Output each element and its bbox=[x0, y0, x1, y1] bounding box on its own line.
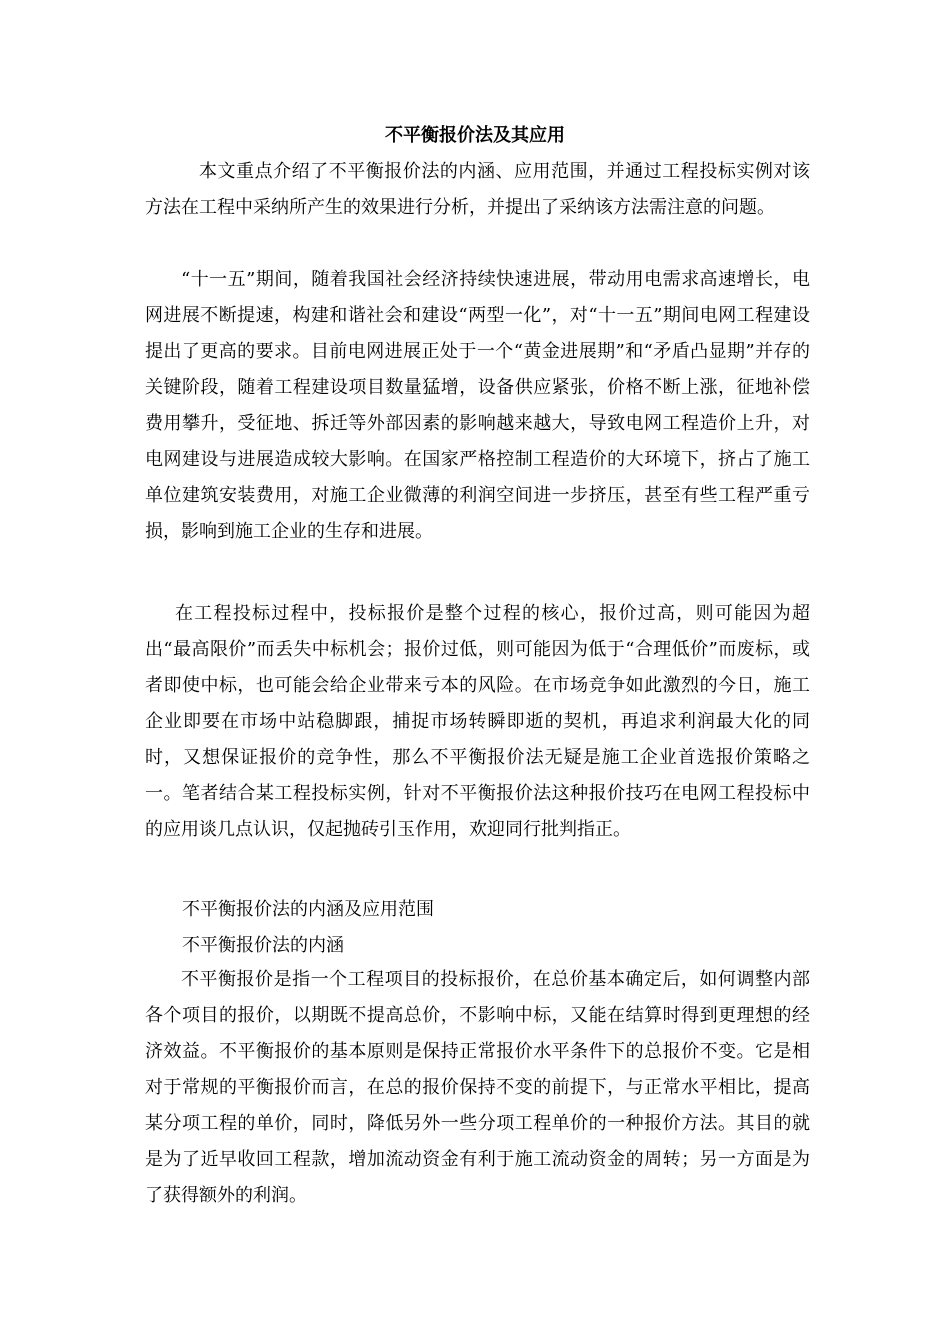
subsection-heading: 不平衡报价法的内涵 bbox=[182, 935, 344, 956]
body-paragraph: “十一五”期间，随着我国社会经济持续快速进展，带动用电需求高速增长，电网进展不断提速，构建和谐社会和建设“两型一化”，对“十一五”期间电网工程建设提出了更高的要求。目前电网进展正处于一个“黄金进展期”和“矛盾凸显期”并存的关键阶段，随着工程建设项目数量猛增，设备供应紧张，价格不断上涨，征地补偿费用攀升，受征地、拆迁等外部因素的影响越来越大，导致电网工程造价上升，对电网建设与进展造成较大影响。在国家严格控制工程造价的大环境下，挤占了施工单位建筑安装费用，对施工企业微薄的利润空间进一步挤压，甚至有些工程严重亏损，影响到施工企业的生存和进展。 bbox=[145, 269, 810, 542]
body-paragraph: 不平衡报价是指一个工程项目的投标报价，在总价基本确定后，如何调整内部各个项目的报价，以期既不提高总价，不影响中标，又能在结算时得到更理想的经济效益。不平衡报价的基本原则是保持正常报价水平条件下的总报价不变。它是相对于常规的平衡报价而言，在总的报价保持不变的前提下，与正常水平相比，提高某分项工程的单价，同时，降低另外一些分项工程单价的一种报价方法。其目的就是为了近早收回工程款，增加流动资金有利于施工流动资金的周转；另一方面是为了获得额外的利润。 bbox=[145, 969, 810, 1206]
abstract-paragraph: 本文重点介绍了不平衡报价法的内涵、应用范围，并通过工程投标实例对该方法在工程中采纳所产生的效果进行分析，并提出了采纳该方法需注意的问题。 bbox=[145, 161, 810, 218]
section-heading: 不平衡报价法的内涵及应用范围 bbox=[182, 899, 434, 920]
document-title: 不平衡报价法及其应用 bbox=[385, 125, 565, 146]
body-paragraph: 在工程投标过程中，投标报价是整个过程的核心，报价过高，则可能因为超出“最高限价”而丢失中标机会；报价过低，则可能因为低于“合理低价”而废标，或者即使中标，也可能会给企业带来亏本的风险。在市场竞争如此激烈的今日，施工企业即要在市场中站稳脚跟，捕捉市场转瞬即逝的契机，再追求利润最大化的同时，又想保证报价的竞争性，那么不平衡报价法无疑是施工企业首选报价策略之一。笔者结合某工程投标实例，针对不平衡报价法这种报价技巧在电网工程投标中的应用谈几点认识，仅起抛砖引玉作用，欢迎同行批判指正。 bbox=[145, 603, 810, 840]
